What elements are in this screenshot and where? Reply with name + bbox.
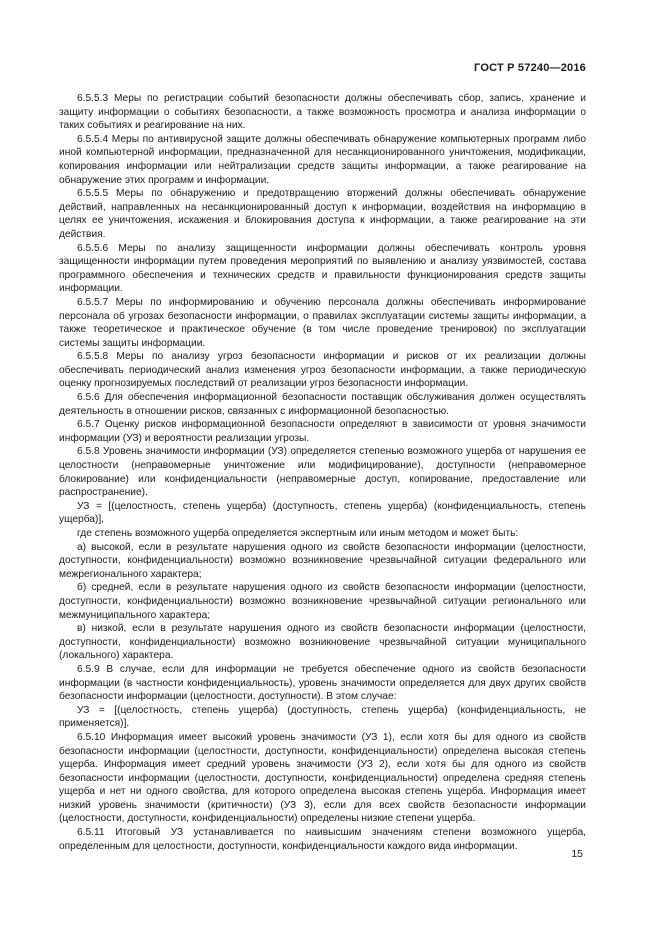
page-number: 15 — [571, 848, 583, 860]
paragraph-6-5-11: 6.5.11 Итоговый УЗ устанавливается по наивысшим значениям степени возможного ущерба, определенным для целостности, доступности, конфиденциальности каждого вида информации. — [59, 827, 586, 852]
paragraph-6-5-9: 6.5.9 В случае, если для информации не требуется обеспечение одного из свойств безопасности информации (в частности конфиденциальность), уровень значимости определяется для двух других свойств безопасности информации (целостности, доступности). В этом случае: — [59, 663, 586, 703]
paragraph-6-5-5-8: 6.5.5.8 Меры по анализу угроз безопасности информации и рисков от их реализации должны обеспечивать периодический анализ изменения угроз безопасности информации, а также периодическую оценку прогнозируемых последствий от реализации угроз безопасности информации. — [59, 351, 586, 390]
list-item-a-high: а) высокой, если в результате нарушения одного из свойств безопасности информации (целостности, доступности, конфиденциальности) возможно возникновение чрезвычайной ситуации федерального или межрегионального характера; — [59, 541, 586, 580]
paragraph-6-5-8: 6.5.8 Уровень значимости информации (УЗ) определяется степенью возможного ущерба от нарушения ее целостности (неправомерные уничтожение или модифицирование), доступности (неправомерное блокирование) или конфиденциальности (неправомерные доступ, копирование, предоставление или распространение). — [59, 446, 586, 499]
document-header-standard: ГОСТ Р 57240—2016 — [474, 62, 586, 74]
paragraph-6-5-10: 6.5.10 Информация имеет высокий уровень значимости (УЗ 1), если хотя бы для одного из свойств безопасности информации (целостности, доступности, конфиденциальности) определена высокая степень ущерба. Информация имеет средний уровень значимости (УЗ 2), если хотя бы для одного из свойств безопасности информации (целостности, доступности, конфиденциальности) определена средняя степень ущерба и нет ни одного свойства, для которого определена высокая степень ущерба. Информация имеет низкий уровень значимости (критичности) (УЗ 3), если для всех свойств безопасности информации (целостности, доступности, конфиденциальности) определены низкие степени ущерба. — [59, 731, 586, 825]
paragraph-6-5-5-6: 6.5.5.6 Меры по анализу защищенности информации должны обеспечивать контроль уровня защищенности информации путем проведения мероприятий по выявлению и анализу уязвимостей, состава программного обеспечения и технических средств и правильности функционирования средств защиты информации. — [59, 242, 586, 295]
document-body — [59, 92, 586, 853]
list-item-b-medium: б) средней, если в результате нарушения одного из свойств безопасности информации (целостности, доступности, конфиденциальности) возможно возникновение чрезвычайной ситуации регионального или межмуниципального характера; — [59, 582, 586, 621]
formula-uz-partial: УЗ = [(целостность, степень ущерба) (доступность, степень ущерба) (конфиденциальность, не применяется)]. — [59, 704, 586, 730]
paragraph-6-5-5-4: 6.5.5.4 Меры по антивирусной защите должны обеспечивать обнаружение компьютерных программ либо иной компьютерной информации, предназначенной для несанкционированного уничтожения, модификации, копирования информации или нейтрализации средств защиты информации, а также реагирование на обнаружение этих программ и информации. — [59, 133, 586, 186]
formula-uz-full: УЗ = [(целостность, степень ущерба) (доступность, степень ущерба) (конфиденциальность, степень ущерба)], — [59, 500, 586, 526]
paragraph-damage-definition: где степень возможного ущерба определяется экспертным или иным методом и может быть: — [77, 528, 519, 539]
paragraph-6-5-5-7: 6.5.5.7 Меры по информированию и обучению персонала должны обеспечивать информирование персонала об угрозах безопасности информации, о правилах эксплуатации системы защиты информации, а также теоретическое и практическое обучение (в том числе проведение тренировок) по эксплуатации системы защиты информации. — [59, 296, 586, 349]
list-item-c-low: в) низкой, если в результате нарушения одного из свойств безопасности информации (целостности, доступности, конфиденциальности) возможно возникновение чрезвычайной ситуации муниципального (локального) характера. — [59, 623, 586, 662]
paragraph-6-5-7: 6.5.7 Оценку рисков информационной безопасности определяют в зависимости от уровня значимости информации (УЗ) и вероятности реализации угрозы. — [59, 419, 586, 444]
paragraph-6-5-5-5: 6.5.5.5 Меры по обнаружению и предотвращению вторжений должны обеспечивать обнаружение действий, направленных на несанкционированный доступ к информации, воздействия на информацию в целях ее уничтожения, искажения и блокирования доступа к информации, а также реагирование на эти действия. — [59, 188, 586, 240]
paragraph-6-5-5-3: 6.5.5.3 Меры по регистрации событий безопасности должны обеспечивать сбор, запись, хранение и защиту информации о событиях безопасности, а также возможность просмотра и анализа информации о таких событиях и реагирование на них. — [59, 93, 586, 132]
paragraph-6-5-6: 6.5.6 Для обеспечения информационной безопасности поставщик обслуживания должен осуществлять деятельность в отношении рисков, связанных с информационной безопасностью. — [59, 392, 586, 417]
